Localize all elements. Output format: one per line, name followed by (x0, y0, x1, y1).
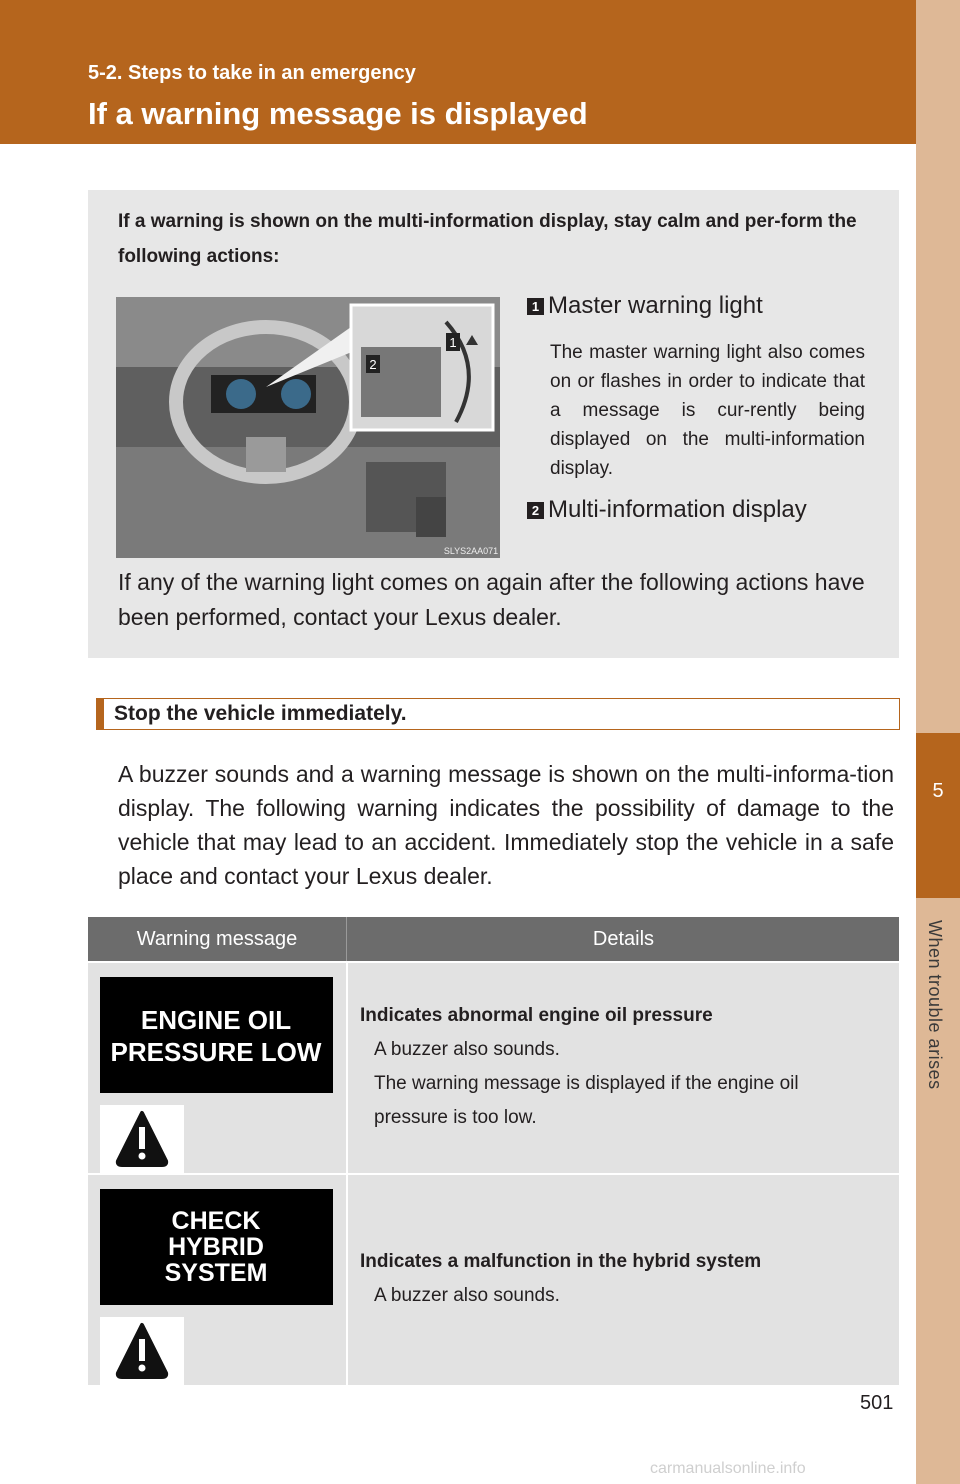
table-row (88, 1175, 899, 1385)
figure-callout-1: 1 (449, 335, 457, 350)
column-header-details: Details (346, 917, 900, 961)
detail-heading: Indicates a malfunction in the hybrid system (360, 1251, 762, 1272)
section-label: 5-2. Steps to take in an emergency (88, 62, 416, 84)
svg-text:PRESSURE LOW: PRESSURE LOW (110, 1037, 322, 1067)
warning-triangle-icon (100, 1105, 184, 1173)
chapter-number: 5 (932, 780, 944, 802)
warning-triangle-icon (100, 1317, 184, 1385)
intro-text: If a warning is shown on the multi-information display, stay calm and per-form the following actions: (118, 211, 857, 267)
callout-label-2: Multi-information display (548, 496, 807, 523)
table-header (88, 917, 899, 961)
outro-text: If any of the warning light comes on again after the following actions have been performed, contact your Lexus dealer. (118, 569, 865, 630)
svg-text:HYBRID: HYBRID (168, 1233, 264, 1261)
dashboard-illustration (116, 297, 500, 558)
callout-2 (527, 496, 807, 524)
page-title: If a warning message is displayed (88, 96, 588, 131)
page-header (0, 0, 916, 144)
svg-text:CHECK: CHECK (171, 1207, 261, 1235)
figure-callout-2: 2 (369, 357, 377, 372)
callout-description-1: The master warning light also comes on or flashes in order to indicate that a message is cur-rently being displayed on the multi-information display. (550, 342, 865, 479)
row-details (360, 999, 880, 1135)
step-body: A buzzer sounds and a warning message is shown on the multi-informa-tion display. The following warning indicates the possibility of damage to the vehicle that may lead to an accident. Immediately stop the vehicle in a safe place and contact your Lexus dealer. (118, 761, 894, 889)
chapter-sidebar (916, 0, 960, 1484)
chapter-title: When trouble arises (925, 920, 945, 1090)
warning-message-display (100, 977, 333, 1093)
page-number: 501 (860, 1392, 894, 1414)
callout-number-1: 1 (527, 298, 544, 315)
message-lcd-2 (100, 1189, 333, 1305)
detail-line: The warning message is displayed if the engine oil (374, 1073, 799, 1094)
table-row (88, 963, 899, 1173)
chapter-tab (916, 733, 960, 898)
dashboard-photo (116, 297, 500, 558)
detail-line: A buzzer also sounds. (374, 1285, 560, 1306)
watermark: carmanualsonline.info (650, 1460, 806, 1477)
callout-number-2: 2 (527, 502, 544, 519)
figure-code: SLYS2AA071 (443, 546, 499, 556)
svg-text:ENGINE OIL: ENGINE OIL (140, 1005, 292, 1035)
callout-1 (527, 292, 763, 320)
svg-text:SYSTEM: SYSTEM (164, 1259, 268, 1287)
step-title: Stop the vehicle immediately. (114, 702, 407, 725)
callout-label-1: Master warning light (548, 292, 763, 319)
message-lcd-1 (100, 977, 333, 1093)
warning-message-display (100, 1189, 333, 1305)
column-header-message: Warning message (136, 928, 298, 950)
detail-line: A buzzer also sounds. (374, 1039, 560, 1060)
detail-heading: Indicates abnormal engine oil pressure (360, 1005, 713, 1026)
detail-line: pressure is too low. (374, 1107, 537, 1128)
step-heading (96, 698, 900, 730)
row-details (360, 1245, 880, 1313)
